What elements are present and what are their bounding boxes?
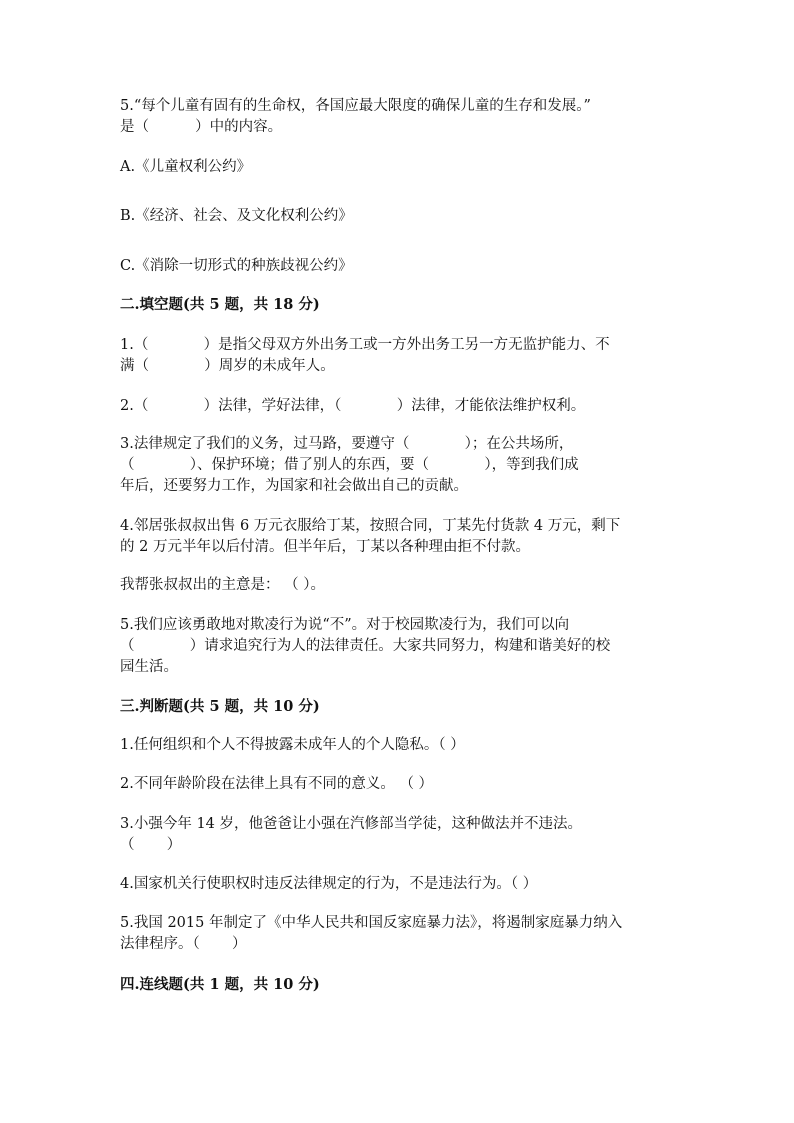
fill-question-1 xyxy=(120,335,676,377)
question-5-line-2: 是（ ）中的内容。 xyxy=(120,119,283,135)
section-4-title: 四.连线题(共 1 题，共 10 分) xyxy=(120,976,320,993)
fill-question-1-line-2: 满（ ）周岁的未成年人。 xyxy=(120,358,335,374)
option-c: C.《消除一切形式的种族歧视公约》 xyxy=(120,258,353,274)
judge-question-3-line-1: 3.小强今年 14 岁，他爸爸让小强在汽修部当学徒，这种做法并不违法。 xyxy=(120,816,583,832)
fill-question-4-answer: 我帮张叔叔出的主意是： （ ）。 xyxy=(120,577,325,593)
section-3-title: 三.判断题(共 5 题，共 10 分) xyxy=(120,698,320,715)
question-5-stem xyxy=(120,96,676,138)
option-a: A.《儿童权利公约》 xyxy=(120,159,252,175)
fill-question-1-line-1: 1.（ ）是指父母双方外出务工或一方外出务工另一方无监护能力、不 xyxy=(120,337,610,353)
judge-question-1: 1.任何组织和个人不得披露未成年人的个人隐私。（ ） xyxy=(120,737,465,753)
option-b: B.《经济、社会、及文化权利公约》 xyxy=(120,208,353,224)
fill-question-5-line-2: （ ）请求追究行为人的法律责任。大家共同努力，构建和谐美好的校 xyxy=(120,638,611,654)
judge-question-5-line-2: 法律程序。（ ） xyxy=(120,936,247,952)
fill-question-5 xyxy=(120,615,676,678)
judge-question-5-line-1: 5.我国 2015 年制定了《中华人民共和国反家庭暴力法》，将遏制家庭暴力纳入 xyxy=(120,915,623,931)
fill-question-3-line-1: 3.法律规定了我们的义务，过马路，要遵守（ ）；在公共场所， xyxy=(120,436,574,452)
section-2-title: 二.填空题(共 5 题，共 18 分) xyxy=(120,296,320,313)
judge-question-5 xyxy=(120,913,676,955)
fill-question-5-line-3: 园生活。 xyxy=(120,659,178,675)
fill-question-2-line-1: 2.（ ）法律，学好法律，（ ）法律，才能依法维护权利。 xyxy=(120,398,586,414)
fill-question-3-line-2: （ ）、保护环境；借了别人的东西，要（ ），等到我们成 xyxy=(120,457,579,473)
fill-question-4-line-1: 4.邻居张叔叔出售 6 万元衣服给丁某，按照合同，丁某先付货款 4 万元，剩下 xyxy=(120,518,621,534)
judge-question-3 xyxy=(120,814,676,856)
judge-question-4: 4.国家机关行使职权时违反法律规定的行为，不是违法行为。（ ） xyxy=(120,876,538,892)
fill-question-4-line-2: 的 2 万元半年以后付清。但半年后，丁某以各种理由拒不付款。 xyxy=(120,539,530,555)
fill-question-2 xyxy=(120,396,676,417)
fill-question-5-line-1: 5.我们应该勇敢地对欺凌行为说“不”。对于校园欺凌行为，我们可以向 xyxy=(120,617,570,633)
judge-question-2: 2.不同年龄阶段在法律上具有不同的意义。 （ ） xyxy=(120,776,434,792)
fill-question-3 xyxy=(120,434,676,497)
judge-question-3-line-2: （ ） xyxy=(120,837,182,853)
fill-question-3-line-3: 年后，还要努力工作，为国家和社会做出自己的贡献。 xyxy=(120,478,468,494)
fill-question-4 xyxy=(120,516,676,558)
question-5-line-1: 5.“每个儿童有固有的生命权，各国应最大限度的确保儿童的生存和发展。” xyxy=(120,98,591,114)
